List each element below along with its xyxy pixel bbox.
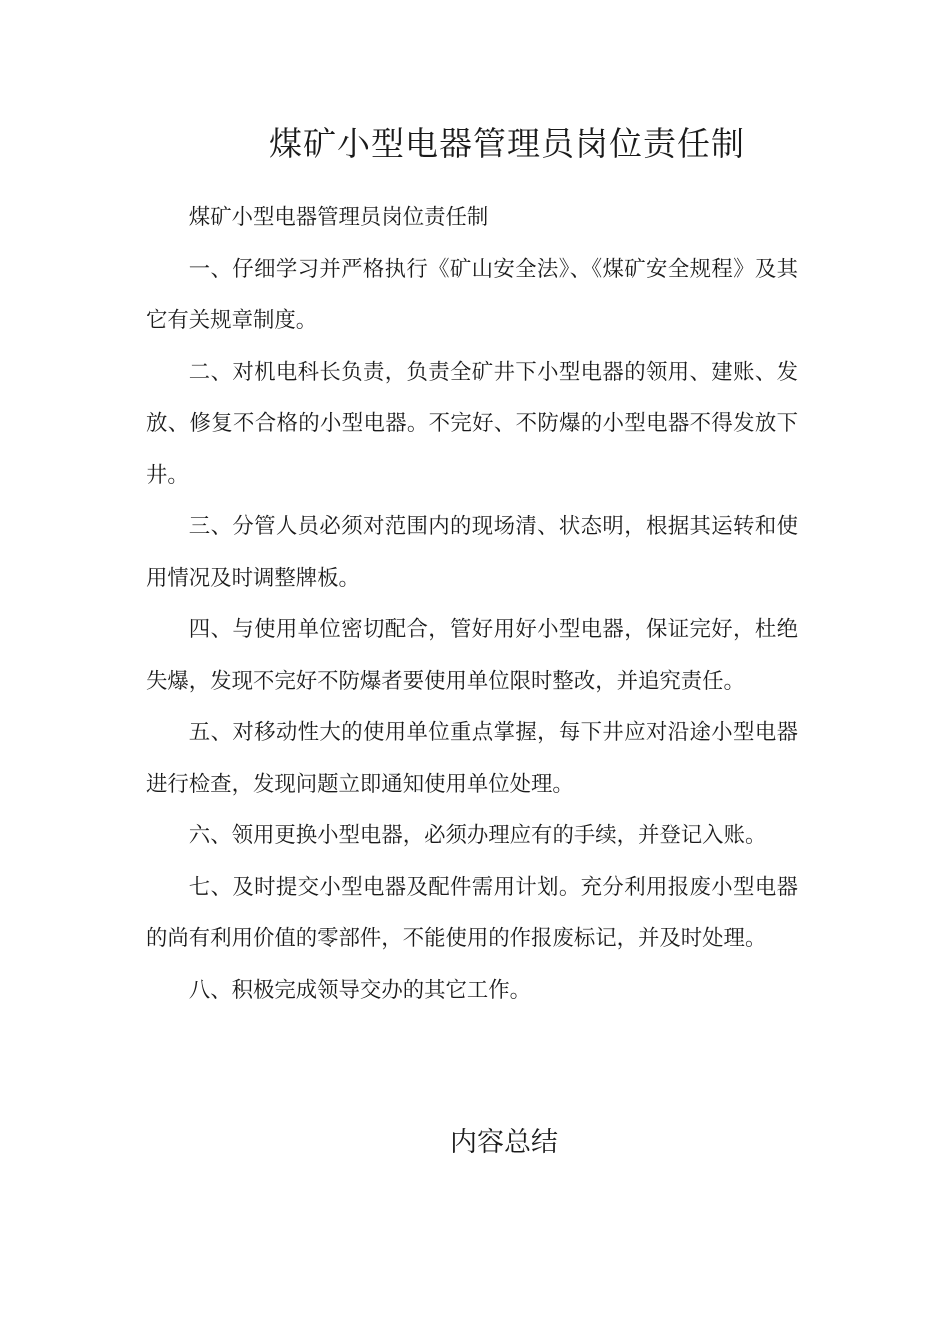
summary-heading: 内容总结 xyxy=(450,1127,558,1158)
paragraph-item-8: 八、积极完成领导交办的其它工作。 xyxy=(188,977,532,1003)
document-title: 煤矿小型电器管理员岗位责任制 xyxy=(269,124,745,163)
paragraph-item-4: 四、与使用单位密切配合，管好用好小型电器，保证完好，杜绝失爆，发现不完好不防爆者要使用单位限时整改，并追究责任。 xyxy=(146,617,798,694)
paragraph-item-3: 三、分管人员必须对范围内的现场清、状态明，根据其运转和使用情况及时调整牌板。 xyxy=(146,514,798,591)
paragraph-subtitle: 煤矿小型电器管理员岗位责任制 xyxy=(188,205,489,230)
paragraph-item-6: 六、领用更换小型电器，必须办理应有的手续，并登记入账。 xyxy=(188,823,767,848)
paragraph-item-7: 七、及时提交小型电器及配件需用计划。充分利用报废小型电器的尚有利用价值的零部件，不能使用的作报废标记，并及时处理。 xyxy=(146,874,798,951)
paragraph-item-5: 五、对移动性大的使用单位重点掌握，每下井应对沿途小型电器进行检查，发现问题立即通知使用单位处理。 xyxy=(146,720,798,797)
paragraph-item-2: 二、对机电科长负责，负责全矿井下小型电器的领用、建账、发放、修复不合格的小型电器。不完好、不防爆的小型电器不得发放下井。 xyxy=(146,359,798,488)
paragraph-item-1: 一、仔细学习并严格执行《矿山安全法》、《煤矿安全规程》及其它有关规章制度。 xyxy=(146,256,798,333)
document-body xyxy=(146,192,798,1016)
